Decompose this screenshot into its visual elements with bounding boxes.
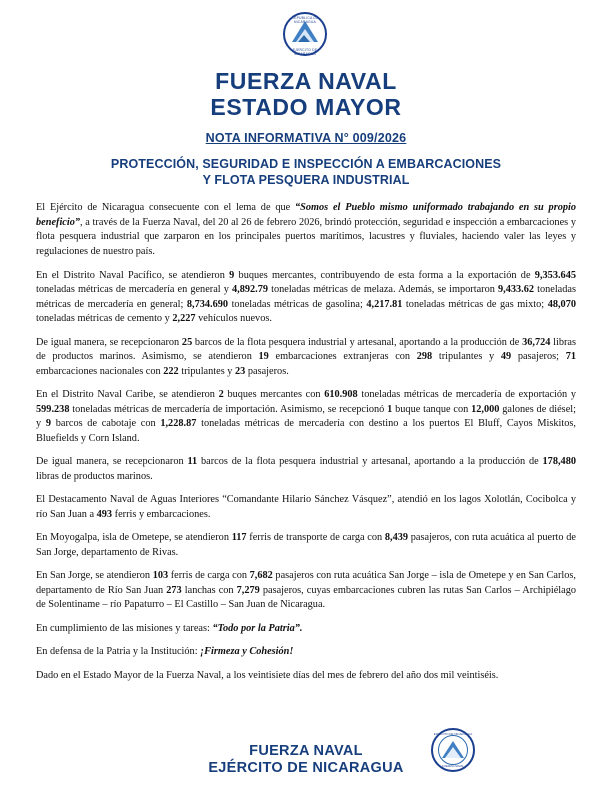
seal-top-text: EJERCITO DE NICARAGUA	[433, 731, 473, 736]
document-footer	[0, 743, 612, 778]
p10-slogan: ¡Firmeza y Cohesión!	[200, 646, 294, 658]
document-subject-line1: PROTECCIÓN, SEGURIDAD E INSPECCIÓN A EMBARCACIONES	[110, 157, 502, 172]
p1-text-a: El Ejército de Nicaragua consecuente con el lema de que	[36, 202, 295, 214]
seal-triangle-inner	[445, 747, 461, 758]
paragraph-6: El Destacamento Naval de Aguas Interiores “Comandante Hilario Sánchez Vásquez”, atendió en los lagos Xolotlán, Cocibolca y río San Juan a 493 ferris y embarcaciones.	[36, 494, 576, 520]
p1-text-b: , a través de la Fuerza Naval, del 20 al 26 de febrero 2026, brindó protección, seguridad e inspección a embarcaciones y flota pesquera industrial que zarparon en los principales puertos marítimos, lacustres y fluviales, haciendo valer las leyes y regulaciones de nuestro país.	[36, 216, 576, 257]
p9-slogan: “Todo por la Patria”.	[212, 622, 303, 634]
document-header	[36, 68, 576, 188]
document-number: NOTA INFORMATIVA N° 009/2026	[205, 131, 407, 146]
org-title-line2: ESTADO MAYOR	[210, 94, 402, 121]
paragraph-8: En San Jorge, se atendieron 103 ferris de carga con 7,682 pasajeros con ruta acuática San Jorge – isla de Ometepe y en San Carlos, departamento de Río San Juan 273 lanchas con 7,279 pasajeros, cuyas embarcaciones cubren las rutas San Carlos – Archipiélago de Solentiname – río Papaturro – El Castillo – San Juan de Nicaragua.	[36, 570, 577, 611]
document-subject-line2: Y FLOTA PESQUERA INDUSTRIAL	[202, 173, 410, 188]
footer-line2: EJÉRCITO DE NICARAGUA	[208, 760, 404, 777]
paragraph-4: En el Distrito Naval Caribe, se atendieron 2 buques mercantes con 610.908 toneladas métricas de mercadería de exportación y 599.238 toneladas métricas de mercadería de importación. Asimismo, se recepcionó 1 buque tanque con 12,000 galones de diésel; y 9 barcos de cabotaje con 1,228.87 toneladas métricas de mercadería con destino a los puertos El Bluff, Cayos Miskitos, Bluefields y Corn Island.	[36, 389, 577, 444]
p10-text: En defensa de la Patria y la Institución:	[36, 646, 201, 658]
paragraph-7: En Moyogalpa, isla de Ometepe, se atendieron 117 ferris de transporte de carga con 8,439 pasajeros, con ruta acuática al puerto de San Jorge, departamento de Rivas.	[36, 532, 576, 558]
emblem-top-text: REPUBLICA DE NICARAGUA	[291, 16, 319, 24]
paragraph-10	[36, 645, 576, 660]
p1-motto: “Somos el Pueblo mismo uniformado trabajando en su propio beneficio”	[36, 202, 577, 228]
document-subject	[36, 156, 576, 188]
paragraph-9	[36, 622, 576, 637]
emblem-bottom-text: EJERCITO DE NICARAGUA	[292, 48, 318, 56]
org-title-line1: FUERZA NAVAL	[215, 68, 397, 94]
document-body	[36, 201, 576, 683]
paragraph-3: De igual manera, se recepcionaron 25 barcos de la flota pesquera industrial y artesanal, aportando a la producción de 36,724 libras de productos marinos. Asimismo, se atendieron 19 embarcaciones extranjeras con 298 tripulantes y 49 pasajeros; 71 embarcaciones nacionales con 222 tripulantes y 23 pasajeros.	[36, 336, 576, 377]
paragraph-11: Dado en el Estado Mayor de la Fuerza Naval, a los veintisiete días del mes de febrero del año dos mil veintiséis.	[36, 669, 499, 681]
paragraph-1	[36, 201, 576, 259]
p9-text: En cumplimiento de las misiones y tareas:	[36, 622, 213, 634]
footer-seal-icon	[431, 728, 477, 778]
paragraph-5: De igual manera, se recepcionaron 11 barcos de la flota pesquera industrial y artesanal, aportando a la producción de 178,480 libras de productos marinos.	[36, 456, 576, 482]
footer-line1: FUERZA NAVAL	[249, 742, 363, 759]
header-emblem-container	[36, 0, 576, 62]
paragraph-2: En el Distrito Naval Pacífico, se atendieron 9 buques mercantes, contribuyendo de esta forma a la exportación de 9,353.645 toneladas métricas de mercadería en general y 4,892.79 toneladas métricas de melaza. Además, se importaron 9,433.62 toneladas métricas de mercadería en general; 8,734.690 toneladas métricas de gasolina; 4,217.81 toneladas métricas de gas mixto; 48,070 toneladas métricas de cemento y 2,227 vehículos nuevos.	[36, 269, 577, 325]
national-emblem-icon	[283, 10, 329, 62]
emblem-volcano	[298, 35, 310, 42]
seal-bottom-text: FUERZA NAVAL	[441, 764, 465, 768]
